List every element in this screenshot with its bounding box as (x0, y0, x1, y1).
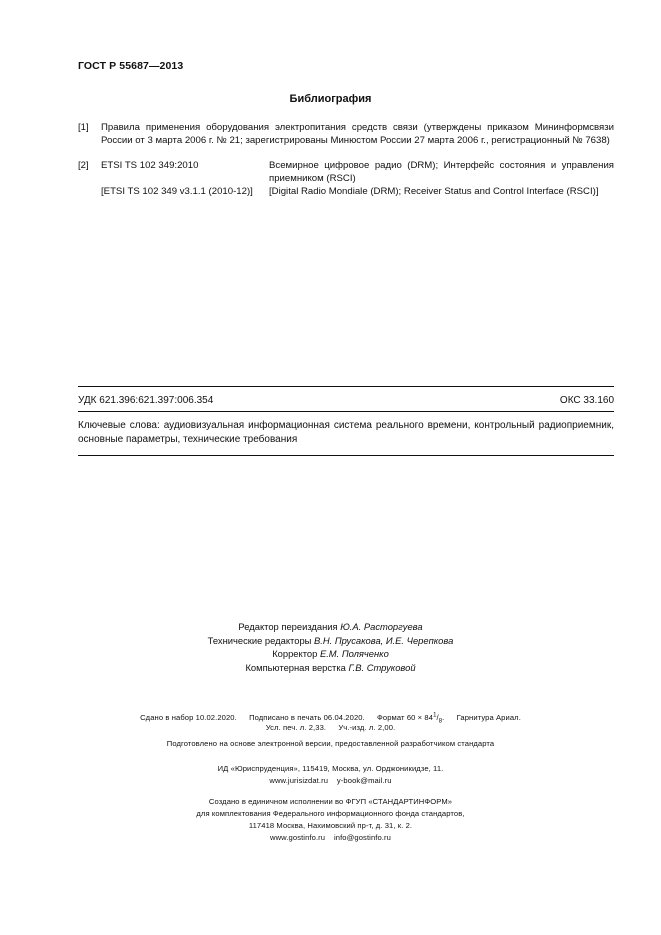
format-numerator: 1 (433, 712, 437, 718)
standard-code: ГОСТ Р 55687—2013 (78, 60, 184, 72)
bibliography-item-description: Всемирное цифровое радио (DRM); Интерфейс состояния и управления приемником (RSCI) (269, 160, 614, 184)
credit-layout-name: Г.В. Струковой (348, 661, 416, 673)
producer-line-2: для комплектования Федерального информационного фонда стандартов, (196, 809, 465, 818)
publisher-contacts: www.jurisizdat.ru y-book@mail.ru (269, 776, 392, 785)
print-typeface: Гарнитура Ариал. (456, 712, 521, 722)
bibliography-item-original-description: [Digital Radio Mondiale (DRM); Receiver Status and Control Interface (RSCI)] (269, 186, 599, 197)
print-format: Формат $60 \times 84^1/_8$. (377, 712, 445, 725)
print-sign-date: Подписано в печать 06.04.2020. (249, 712, 365, 722)
bibliography-title: Библиография (289, 93, 372, 105)
credit-tech-editors (0, 634, 661, 648)
print-pub-sheets: Уч.-изд. л. 2,00. (338, 723, 396, 732)
udk-code: УДК 621.396:621.397:006.354 (78, 395, 214, 406)
prepared-note: Подготовлено на основе электронной версии, предоставленной разработчиком стандарта (166, 739, 495, 748)
bibliography-item-number: [2] (78, 160, 89, 171)
credit-editor-name: Ю.А. Расторгуева (340, 621, 423, 632)
producer-line-1: Создано в единичном исполнении во ФГУП «СТАНДАРТИНФОРМ» (208, 797, 453, 806)
bibliography-item-original (78, 185, 614, 198)
credit-corrector-label: Корректор (272, 648, 318, 659)
credit-layout-label: Компьютерная верстка (245, 661, 346, 673)
top-divider (78, 386, 614, 387)
credit-corrector (0, 647, 661, 661)
keywords: Ключевые слова: аудиовизуальная информационная система реального времени, контрольный радиоприемник, основные параметры, технические требования (78, 420, 614, 445)
middle-divider (78, 411, 614, 412)
credit-tech-names: В.Н. Прусакова, И.Е. Черепкова (314, 634, 454, 646)
publisher-address: ИД «Юриспруденция», 115419, Москва, ул. Орджоникидзе, 11. (217, 764, 444, 773)
bibliography-item-text: Правила применения оборудования электропитания средств связи (утверждены приказом Мининформсвязи России от 3 марта 2006 г. № 21; зарегистрированы Минюстом России 27 марта 2006 г., регистрационный № 7638) (101, 122, 614, 146)
print-sheets-row (0, 722, 661, 734)
oks-code: ОКС 33.160 (559, 395, 614, 406)
producer-line-3: 117418 Москва, Нахимовский пр-т, д. 31, к. 2. (248, 821, 413, 830)
credit-layout (0, 661, 661, 675)
producer-contacts: www.gostinfo.ru info@gostinfo.ru (270, 833, 391, 842)
bibliography-item-original-code: [ETSI TS 102 349 v3.1.1 (2010-12)] (101, 186, 253, 197)
credit-editor-label: Редактор переиздания (238, 621, 338, 632)
bibliography-item-number: [1] (78, 122, 89, 133)
credit-corrector-name: Е.М. Поляченко (319, 648, 389, 659)
credit-editor (0, 620, 661, 634)
bibliography-item-code: ETSI TS 102 349:2010 (101, 160, 199, 171)
print-sheets: Усл. печ. л. 2,33. (265, 723, 327, 732)
credits-block (0, 620, 661, 674)
credit-tech-label: Технические редакторы (207, 634, 312, 646)
print-set-date: Сдано в набор 10.02.2020. (140, 712, 237, 722)
format-denominator: 8 (438, 718, 443, 725)
bibliography-item (78, 159, 614, 185)
bibliography-item (78, 121, 614, 161)
bottom-divider (78, 455, 614, 456)
